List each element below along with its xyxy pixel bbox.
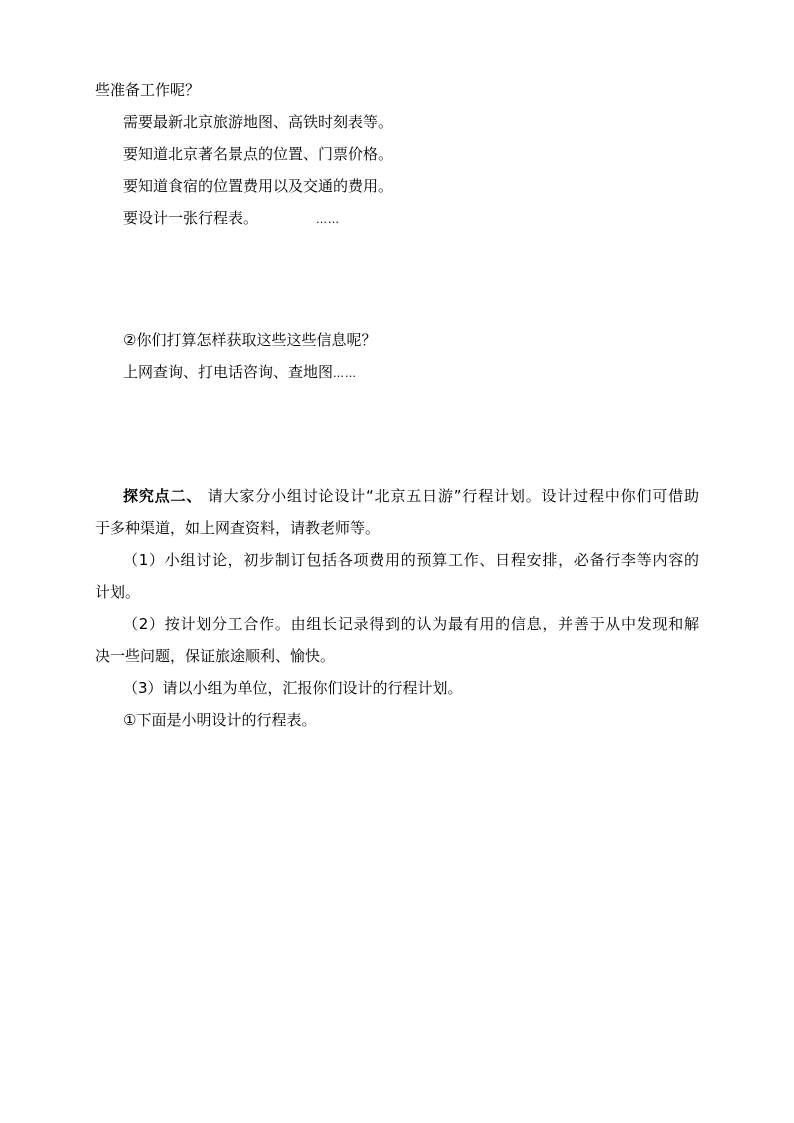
explore-intro-text: 请大家分小组讨论设计“北京五日游”行程计划。设计过程中你们可借助 xyxy=(202,487,699,505)
explore-heading: 探究点二、 xyxy=(123,487,203,505)
info-ellipsis: …… xyxy=(333,367,358,380)
explore-intro-line-2: 于多种渠道，如上网查资料，请教老师等。 xyxy=(95,519,381,537)
prep-item-4-row xyxy=(123,208,340,230)
prep-item-3: 要知道食宿的位置费用以及交通的费用。 xyxy=(123,177,394,195)
step-1-line-1: （1）小组讨论，初步制订包括各项费用的预算工作、日程安排，必备行李等内容的 xyxy=(123,551,699,569)
step-2-line-1: （2）按计划分工合作。由组长记录得到的认为最有用的信息，并善于从中发现和解 xyxy=(123,615,699,633)
info-answer-row xyxy=(123,362,357,384)
explore-intro-line-1 xyxy=(123,486,699,506)
prep-item-1: 需要最新北京旅游地图、高铁时刻表等。 xyxy=(123,113,394,131)
info-question: ②你们打算怎样获取这些这些信息呢？ xyxy=(123,331,377,349)
step-2-line-2: 决一些问题，保证旅途顺利、愉快。 xyxy=(95,647,336,665)
step-1-line-2: 计划。 xyxy=(95,583,141,601)
prep-item-2: 要知道北京著名景点的位置、门票价格。 xyxy=(123,145,394,163)
continuation-line: 些准备工作呢？ xyxy=(95,81,201,99)
prep-ellipsis: …… xyxy=(316,213,341,226)
step-4: ①下面是小明设计的行程表。 xyxy=(123,711,317,729)
info-answer: 上网查询、打电话咨询、查地图 xyxy=(123,363,334,381)
prep-item-4: 要设计一张行程表。 xyxy=(123,209,259,227)
step-3: （3）请以小组为单位，汇报你们设计的行程计划。 xyxy=(123,679,463,697)
